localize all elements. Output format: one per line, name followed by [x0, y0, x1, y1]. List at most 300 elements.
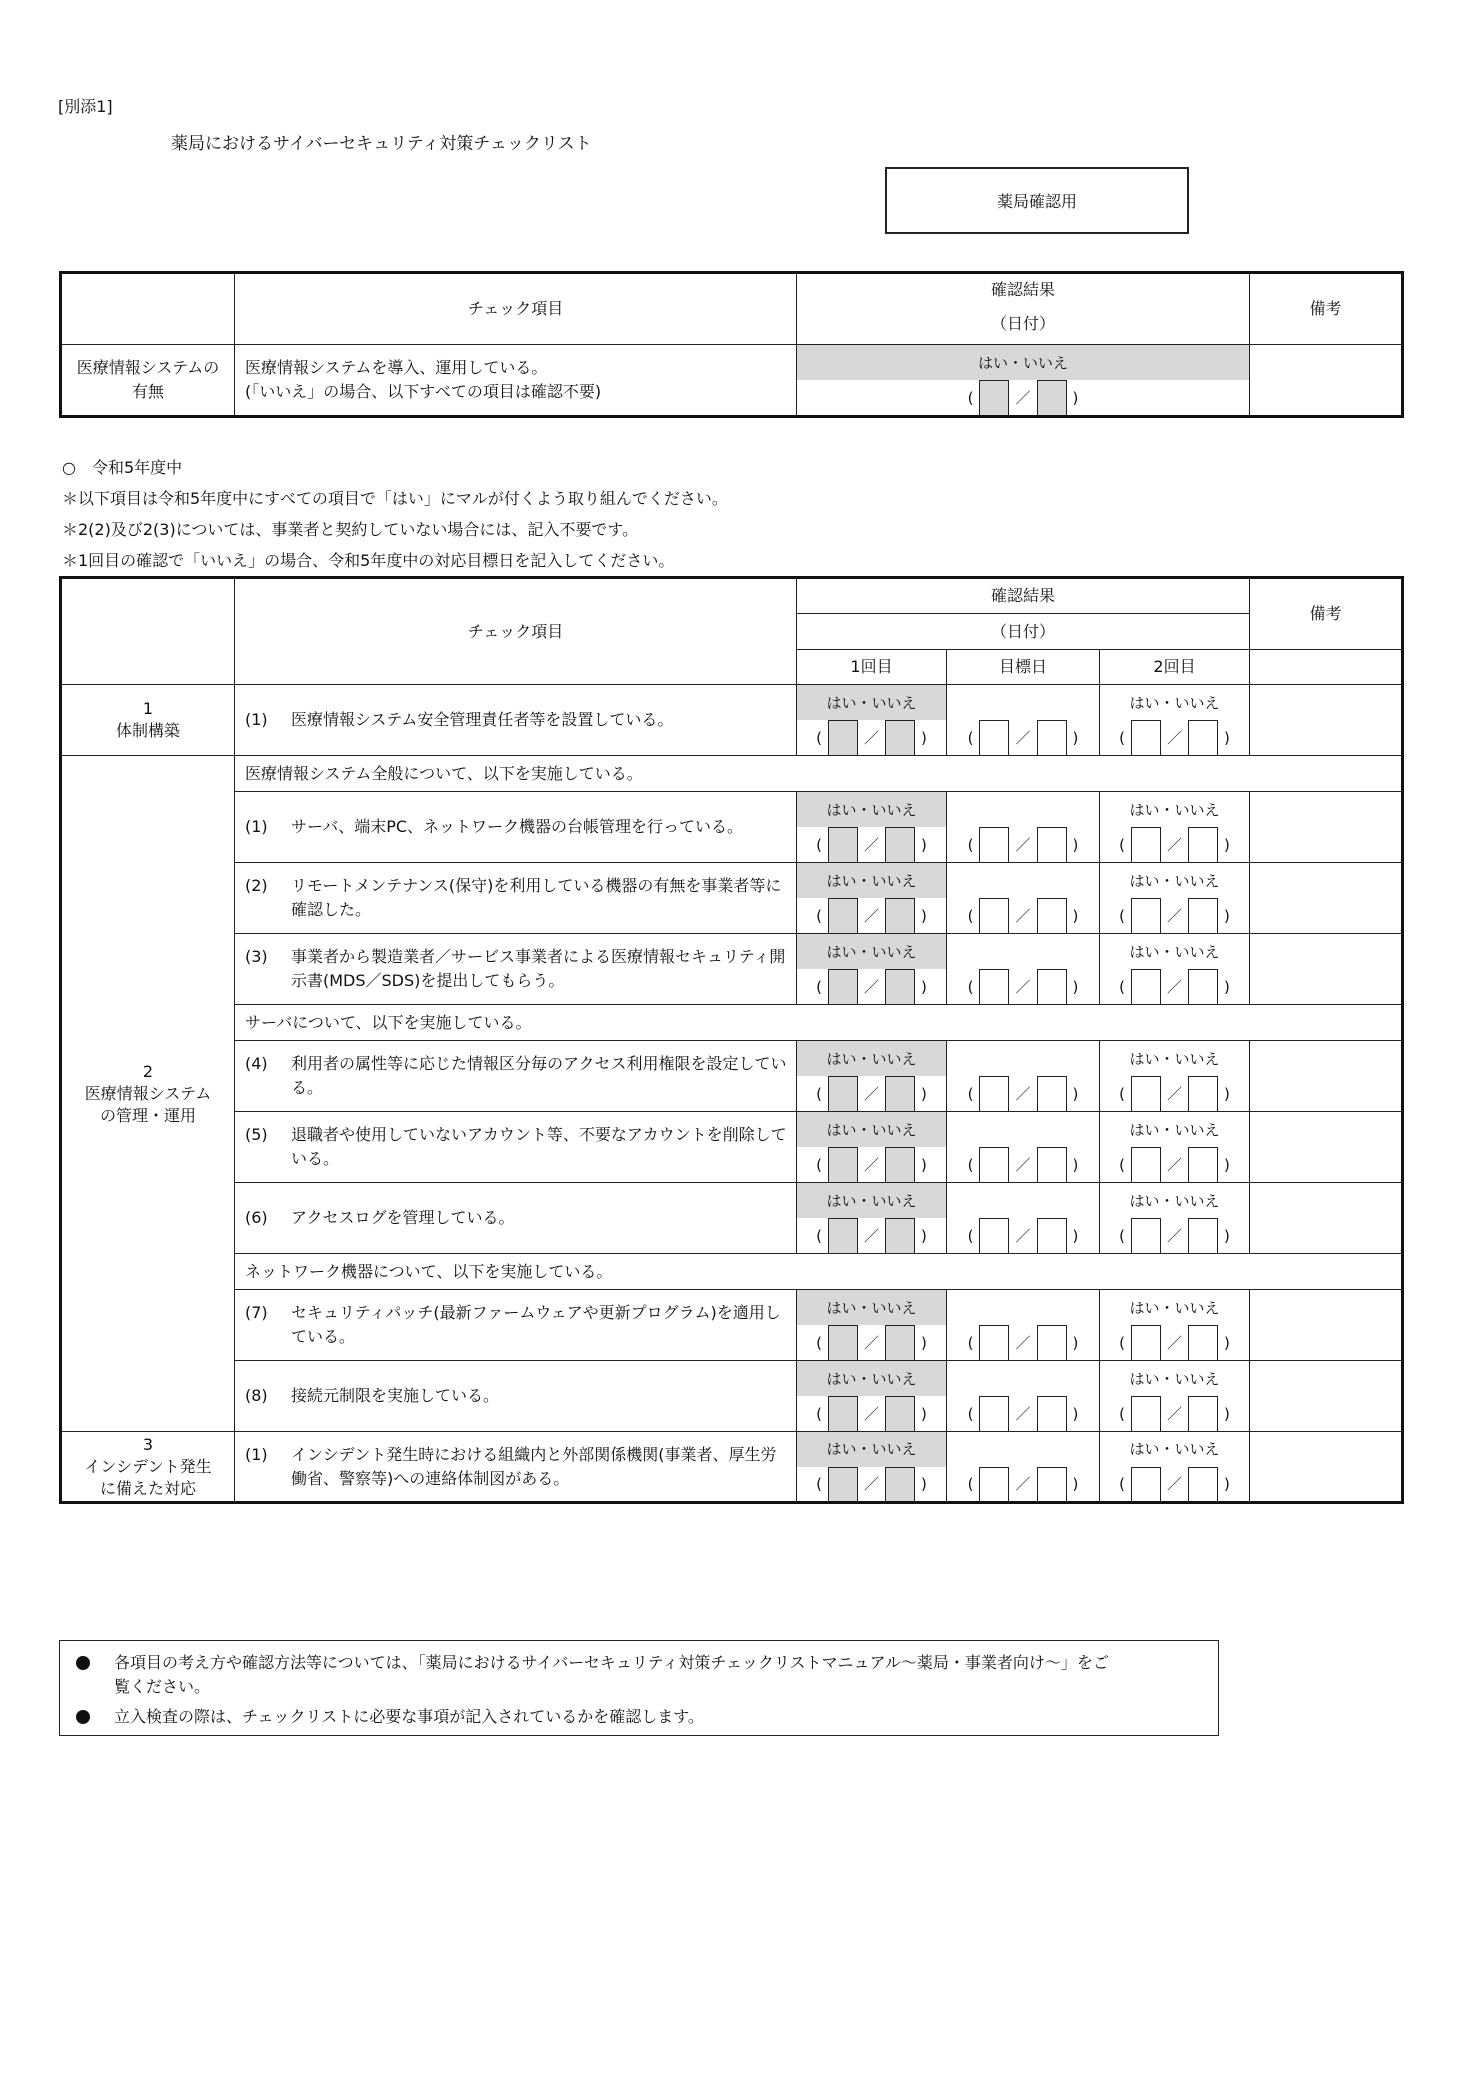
result-widget[interactable] [947, 1183, 1099, 1253]
remarks-cell[interactable] [1250, 1290, 1403, 1361]
paren-open: ( [816, 1333, 822, 1352]
month-box[interactable] [828, 1396, 858, 1431]
yes-no-option[interactable]: はい・いいえ [1129, 693, 1220, 712]
result-widget[interactable] [797, 345, 1249, 415]
paren-close: ) [1072, 1084, 1079, 1103]
yes-no-option[interactable]: はい・いいえ [977, 353, 1068, 372]
yes-no-area[interactable] [1100, 1290, 1249, 1325]
yes-no-option[interactable]: はい・いいえ [826, 942, 917, 961]
paren-open: ( [1119, 1084, 1125, 1103]
first-check-cell[interactable] [797, 1112, 947, 1183]
remarks-header: 備考 [1250, 578, 1403, 650]
month-box[interactable] [1131, 1325, 1161, 1360]
date-entry[interactable] [797, 827, 946, 862]
result-widget[interactable] [947, 792, 1099, 862]
day-box[interactable] [1188, 827, 1218, 862]
item-text: サーバ、端末PC、ネットワーク機器の台帳管理を行っている。 [291, 817, 744, 836]
result-widget[interactable] [1100, 934, 1249, 1004]
day-box[interactable] [1188, 898, 1218, 933]
date-entry[interactable] [1100, 1076, 1249, 1111]
result-widget[interactable] [1100, 1183, 1249, 1253]
paren-close: ) [1072, 1333, 1079, 1352]
paren-open: ( [967, 835, 974, 854]
yes-no-option[interactable]: はい・いいえ [826, 1298, 917, 1317]
table-row [61, 1290, 1403, 1361]
result-widget[interactable] [947, 1290, 1099, 1360]
yes-no-area[interactable] [797, 792, 946, 827]
date-entry[interactable] [1100, 720, 1249, 755]
yes-no-area[interactable] [1100, 685, 1249, 720]
paren-open: ( [1119, 977, 1125, 996]
paren-close: ) [1224, 1474, 1230, 1493]
yes-no-option[interactable]: はい・いいえ [826, 1120, 917, 1139]
yes-no-area[interactable] [797, 863, 946, 898]
remarks-cell[interactable] [1250, 934, 1403, 1005]
date-entry[interactable] [947, 1467, 1099, 1502]
first-check-cell[interactable] [797, 792, 947, 863]
second-check-cell[interactable] [1100, 1041, 1250, 1112]
paren-open: ( [816, 906, 822, 925]
result-widget[interactable] [1100, 863, 1249, 933]
slash: ／ [1015, 977, 1031, 996]
result-widget[interactable] [797, 792, 946, 862]
result-widget[interactable] [797, 1432, 946, 1501]
item-text: 事業者から製造業者／サービス事業者による医療情報セキュリティ開示書(MDS／SDS)を提出してもらう。 [291, 947, 786, 990]
date-entry[interactable] [947, 827, 1099, 862]
day-box[interactable] [885, 1218, 915, 1253]
target-date-cell[interactable] [947, 1112, 1100, 1183]
yes-no-option[interactable]: はい・いいえ [1129, 1298, 1220, 1317]
date-entry[interactable] [797, 1147, 946, 1182]
remarks-cell[interactable] [1250, 685, 1403, 756]
result-widget[interactable] [797, 1041, 946, 1111]
paren-close: ) [1224, 1404, 1230, 1423]
table-row [61, 1005, 1403, 1041]
day-box[interactable] [1188, 1076, 1218, 1111]
day-box[interactable] [885, 898, 915, 933]
result-label: 確認結果 [990, 280, 1055, 299]
slash: ／ [863, 1084, 879, 1103]
result-widget[interactable] [797, 1112, 946, 1182]
day-box[interactable] [1188, 1467, 1218, 1502]
result-cell[interactable] [797, 345, 1250, 417]
yes-no-area[interactable] [797, 345, 1249, 380]
day-box[interactable] [1188, 1218, 1218, 1253]
category-cell: 1 体制構築 [61, 685, 235, 756]
remarks-cell[interactable] [1250, 863, 1403, 934]
item-number: (2) [245, 876, 268, 895]
day-box[interactable] [1037, 969, 1067, 1004]
date-entry[interactable] [1100, 969, 1249, 1004]
slash: ／ [1015, 1155, 1031, 1174]
yes-no-area[interactable] [1100, 1041, 1249, 1076]
remarks-cell[interactable] [1250, 1041, 1403, 1112]
day-box[interactable] [885, 1076, 915, 1111]
check-item [235, 685, 797, 756]
paren-close: ) [921, 1474, 927, 1493]
result-widget[interactable] [1100, 1112, 1249, 1182]
slash: ／ [1166, 1226, 1182, 1245]
yes-no-option[interactable]: はい・いいえ [1129, 1049, 1220, 1068]
paren-close: ) [1224, 977, 1230, 996]
paren-close: ) [921, 977, 927, 996]
remarks-cell[interactable] [1250, 1112, 1403, 1183]
month-box[interactable] [1131, 1218, 1161, 1253]
slash: ／ [1015, 1404, 1031, 1423]
yes-no-area[interactable] [797, 934, 946, 969]
date-entry[interactable] [1100, 898, 1249, 933]
date-entry[interactable] [797, 1467, 946, 1502]
target-date-cell[interactable] [947, 863, 1100, 934]
result-widget[interactable] [1100, 1361, 1249, 1431]
paren-close: ) [1072, 1474, 1079, 1493]
yes-no-option[interactable]: はい・いいえ [1129, 800, 1220, 819]
date-header: （日付） [797, 614, 1250, 650]
slash: ／ [1015, 728, 1031, 747]
month-box[interactable] [828, 898, 858, 933]
first-check-cell[interactable] [797, 863, 947, 934]
result-widget[interactable] [1100, 792, 1249, 862]
date-entry[interactable] [947, 898, 1099, 933]
check-item [235, 1112, 797, 1183]
yes-no-area[interactable] [947, 1112, 1099, 1147]
month-box[interactable] [1131, 1076, 1161, 1111]
check-item [235, 345, 797, 417]
result-widget[interactable] [797, 1361, 946, 1431]
month-box[interactable] [979, 380, 1009, 415]
yes-no-area[interactable] [797, 1290, 946, 1325]
day-box[interactable] [1037, 1218, 1067, 1253]
day-box[interactable] [885, 1396, 915, 1431]
item-wrap [245, 1206, 788, 1230]
result-widget[interactable] [947, 685, 1099, 755]
day-box[interactable] [1037, 380, 1067, 415]
yes-no-area[interactable] [797, 685, 946, 720]
result-widget[interactable] [947, 863, 1099, 933]
remarks-cell[interactable] [1250, 1432, 1403, 1503]
yes-no-option[interactable]: はい・いいえ [1129, 942, 1220, 961]
yes-no-area[interactable] [1100, 1432, 1249, 1467]
month-box[interactable] [979, 827, 1009, 862]
day-box[interactable] [885, 1147, 915, 1182]
yes-no-option[interactable]: はい・いいえ [826, 1049, 917, 1068]
date-entry[interactable] [797, 898, 946, 933]
slash: ／ [1166, 977, 1182, 996]
result-widget[interactable] [797, 1183, 946, 1253]
system-table [59, 271, 1404, 418]
target-date-cell[interactable] [947, 685, 1100, 756]
date-entry[interactable] [1100, 827, 1249, 862]
date-entry[interactable] [797, 969, 946, 1004]
yes-no-option[interactable]: はい・いいえ [826, 871, 917, 890]
slash: ／ [863, 1226, 879, 1245]
date-entry[interactable] [1100, 1147, 1249, 1182]
date-entry[interactable] [947, 1147, 1099, 1182]
result-widget[interactable] [947, 1041, 1099, 1111]
result-widget[interactable] [1100, 1432, 1249, 1501]
month-box[interactable] [828, 969, 858, 1004]
date-entry[interactable] [947, 1076, 1099, 1111]
table-row [61, 685, 1403, 756]
check-item-header: チェック項目 [235, 273, 797, 345]
month-box[interactable] [979, 1467, 1009, 1502]
second-check-cell[interactable] [1100, 863, 1250, 934]
paren-open: ( [967, 388, 974, 407]
result-widget[interactable] [947, 1112, 1099, 1182]
item-wrap [245, 945, 788, 993]
yes-no-area[interactable] [947, 1432, 1099, 1467]
paren-open: ( [1119, 1404, 1125, 1423]
month-box[interactable] [828, 1147, 858, 1182]
result-widget[interactable] [797, 1290, 946, 1360]
item-number: (8) [245, 1386, 268, 1405]
item-wrap [245, 1384, 788, 1408]
paren-open: ( [967, 1404, 974, 1423]
yes-no-option[interactable]: はい・いいえ [826, 1369, 917, 1388]
date-entry[interactable] [947, 1325, 1099, 1360]
date-entry[interactable] [1100, 1218, 1249, 1253]
target-date-cell[interactable] [947, 1361, 1100, 1432]
day-box[interactable] [1037, 1325, 1067, 1360]
month-box[interactable] [979, 1147, 1009, 1182]
result-widget[interactable] [797, 934, 946, 1004]
date-entry[interactable] [947, 720, 1099, 755]
second-check-cell[interactable] [1100, 685, 1250, 756]
category-cell: 医療情報システムの有無 [61, 345, 235, 417]
month-box[interactable] [828, 720, 858, 755]
day-box[interactable] [885, 1467, 915, 1502]
footer-note: 立入検査の際は、チェックリストに必要な事項が記入されているかを確認します。 [114, 1707, 704, 1726]
result-widget[interactable] [947, 934, 1099, 1004]
result-widget[interactable] [1100, 1041, 1249, 1111]
yes-no-area[interactable] [797, 1041, 946, 1076]
table-row [61, 1432, 1403, 1503]
day-box[interactable] [885, 720, 915, 755]
yes-no-area[interactable] [947, 1290, 1099, 1325]
month-box[interactable] [979, 1076, 1009, 1111]
yes-no-area[interactable] [947, 863, 1099, 898]
month-box[interactable] [979, 969, 1009, 1004]
month-box[interactable] [828, 1325, 858, 1360]
item-text: 接続元制限を実施している。 [291, 1386, 500, 1405]
day-box[interactable] [1037, 1467, 1067, 1502]
result-widget[interactable] [1100, 685, 1249, 755]
item-number: (1) [245, 710, 268, 729]
yes-no-option[interactable]: はい・いいえ [826, 693, 917, 712]
yes-no-option[interactable]: はい・いいえ [1129, 1191, 1220, 1210]
date-entry[interactable] [1100, 1467, 1249, 1502]
yes-no-option[interactable]: はい・いいえ [1129, 1369, 1220, 1388]
note-line: ＊1回目の確認で「いいえ」の場合、令和5年度中の対応目標日を記入してください。 [62, 551, 675, 570]
yes-no-area[interactable] [947, 934, 1099, 969]
day-box[interactable] [1188, 969, 1218, 1004]
first-check-cell[interactable] [797, 1290, 947, 1361]
day-box[interactable] [885, 827, 915, 862]
paren-open: ( [1119, 1333, 1125, 1352]
page-title: 薬局におけるサイバーセキュリティ対策チェックリスト [171, 134, 592, 154]
month-box[interactable] [828, 1218, 858, 1253]
yes-no-option[interactable]: はい・いいえ [826, 1440, 917, 1459]
remarks-cell[interactable] [1250, 345, 1403, 417]
day-box[interactable] [1037, 1076, 1067, 1111]
month-box[interactable] [1131, 827, 1161, 862]
yes-no-area[interactable] [947, 1041, 1099, 1076]
month-box[interactable] [979, 1325, 1009, 1360]
yes-no-area[interactable] [797, 1112, 946, 1147]
month-box[interactable] [828, 1467, 858, 1502]
second-check-cell[interactable] [1100, 1112, 1250, 1183]
slash: ／ [863, 1333, 879, 1352]
empty-header [61, 273, 235, 345]
paren-close: ) [921, 1333, 927, 1352]
remarks-cell[interactable] [1250, 792, 1403, 863]
month-box[interactable] [1131, 1396, 1161, 1431]
item-wrap [245, 1301, 788, 1349]
paren-close: ) [1224, 1084, 1230, 1103]
second-check-cell[interactable] [1100, 1183, 1250, 1254]
day-box[interactable] [1037, 898, 1067, 933]
date-entry[interactable] [797, 1076, 946, 1111]
yes-no-area[interactable] [797, 1361, 946, 1396]
table-row [61, 1183, 1403, 1254]
slash: ／ [1015, 1333, 1031, 1352]
yes-no-area[interactable] [797, 1432, 946, 1467]
yes-no-area[interactable] [1100, 792, 1249, 827]
day-box[interactable] [885, 969, 915, 1004]
month-box[interactable] [1131, 1147, 1161, 1182]
yes-no-area[interactable] [1100, 934, 1249, 969]
yes-no-area[interactable] [947, 1361, 1099, 1396]
month-box[interactable] [979, 1396, 1009, 1431]
slash: ／ [1166, 728, 1182, 747]
month-box[interactable] [828, 827, 858, 862]
month-box[interactable] [979, 1218, 1009, 1253]
item-wrap [245, 874, 788, 922]
yes-no-option[interactable]: はい・いいえ [1129, 1120, 1220, 1139]
target-date-cell[interactable] [947, 934, 1100, 1005]
result-widget[interactable] [1100, 1290, 1249, 1360]
date-entry[interactable] [947, 1396, 1099, 1431]
date-label: （日付） [990, 314, 1055, 333]
result-widget[interactable] [947, 1361, 1099, 1431]
second-check-cell[interactable] [1100, 1432, 1250, 1503]
yes-no-option[interactable]: はい・いいえ [826, 1191, 917, 1210]
day-box[interactable] [1037, 720, 1067, 755]
paren-open: ( [1119, 1155, 1125, 1174]
paren-close: ) [921, 1084, 927, 1103]
first-check-cell[interactable] [797, 1361, 947, 1432]
note-line: ＊以下項目は令和5年度中にすべての項目で「はい」にマルが付くよう取り組んでください。 [62, 489, 728, 508]
subsection-heading: ネットワーク機器について、以下を実施している。 [235, 1254, 1403, 1290]
month-box[interactable] [979, 720, 1009, 755]
date-entry[interactable] [1100, 1325, 1249, 1360]
day-box[interactable] [1037, 827, 1067, 862]
month-box[interactable] [1131, 898, 1161, 933]
item-text: リモートメンテナンス(保守)を利用している機器の有無を事業者等に確認した。 [291, 876, 782, 919]
yes-no-area[interactable] [947, 792, 1099, 827]
month-box[interactable] [828, 1076, 858, 1111]
target-date-cell[interactable] [947, 1290, 1100, 1361]
paren-open: ( [967, 1155, 974, 1174]
yes-no-area[interactable] [797, 1183, 946, 1218]
paren-close: ) [1072, 835, 1079, 854]
date-entry[interactable] [947, 1218, 1099, 1253]
date-entry[interactable] [797, 1218, 946, 1253]
check-item [235, 934, 797, 1005]
second-check-cell[interactable] [1100, 1290, 1250, 1361]
yes-no-option[interactable]: はい・いいえ [1129, 1440, 1220, 1459]
target-date-cell[interactable] [947, 792, 1100, 863]
paren-open: ( [816, 1474, 822, 1493]
day-box[interactable] [1188, 720, 1218, 755]
yes-no-area[interactable] [1100, 1183, 1249, 1218]
paren-close: ) [1072, 388, 1079, 407]
target-date-cell[interactable] [947, 1432, 1100, 1503]
second-check-cell[interactable] [1100, 1361, 1250, 1432]
date-entry[interactable] [797, 720, 946, 755]
day-box[interactable] [1037, 1396, 1067, 1431]
second-check-cell[interactable] [1100, 792, 1250, 863]
day-box[interactable] [1188, 1325, 1218, 1360]
month-box[interactable] [1131, 720, 1161, 755]
date-entry[interactable] [797, 380, 1249, 415]
month-box[interactable] [979, 898, 1009, 933]
item-number: (6) [245, 1208, 268, 1227]
first-check-cell[interactable] [797, 1183, 947, 1254]
day-box[interactable] [885, 1325, 915, 1360]
item-wrap [245, 1443, 788, 1491]
target-date-cell[interactable] [947, 1183, 1100, 1254]
first-check-cell[interactable] [797, 934, 947, 1005]
yes-no-area[interactable] [1100, 863, 1249, 898]
bullet-icon [76, 1656, 90, 1670]
first-check-cell[interactable] [797, 1041, 947, 1112]
date-entry[interactable] [947, 969, 1099, 1004]
paren-close: ) [1072, 728, 1079, 747]
yes-no-area[interactable] [947, 1183, 1099, 1218]
yes-no-area[interactable] [947, 685, 1099, 720]
result-widget[interactable] [797, 863, 946, 933]
day-box[interactable] [1037, 1147, 1067, 1182]
check-item [235, 1361, 797, 1432]
date-entry[interactable] [797, 1396, 946, 1431]
table-row [61, 1254, 1403, 1290]
remarks-cell[interactable] [1250, 1361, 1403, 1432]
date-entry[interactable] [1100, 1396, 1249, 1431]
result-widget[interactable] [947, 1432, 1099, 1501]
first-check-cell[interactable] [797, 685, 947, 756]
item-text: 退職者や使用していないアカウント等、不要なアカウントを削除している。 [291, 1125, 787, 1168]
month-box[interactable] [1131, 969, 1161, 1004]
first-check-cell[interactable] [797, 1432, 947, 1503]
yes-no-area[interactable] [1100, 1361, 1249, 1396]
check-item [235, 792, 797, 863]
item-number: (4) [245, 1054, 268, 1073]
day-box[interactable] [1188, 1147, 1218, 1182]
remarks-cell[interactable] [1250, 1183, 1403, 1254]
yes-no-option[interactable]: はい・いいえ [1129, 871, 1220, 890]
yes-no-option[interactable]: はい・いいえ [826, 800, 917, 819]
yes-no-area[interactable] [1100, 1112, 1249, 1147]
paren-close: ) [1224, 728, 1230, 747]
result-widget[interactable] [797, 685, 946, 755]
second-check-cell[interactable] [1100, 934, 1250, 1005]
date-entry[interactable] [797, 1325, 946, 1360]
paren-open: ( [816, 1404, 822, 1423]
month-box[interactable] [1131, 1467, 1161, 1502]
day-box[interactable] [1188, 1396, 1218, 1431]
target-date-cell[interactable] [947, 1041, 1100, 1112]
